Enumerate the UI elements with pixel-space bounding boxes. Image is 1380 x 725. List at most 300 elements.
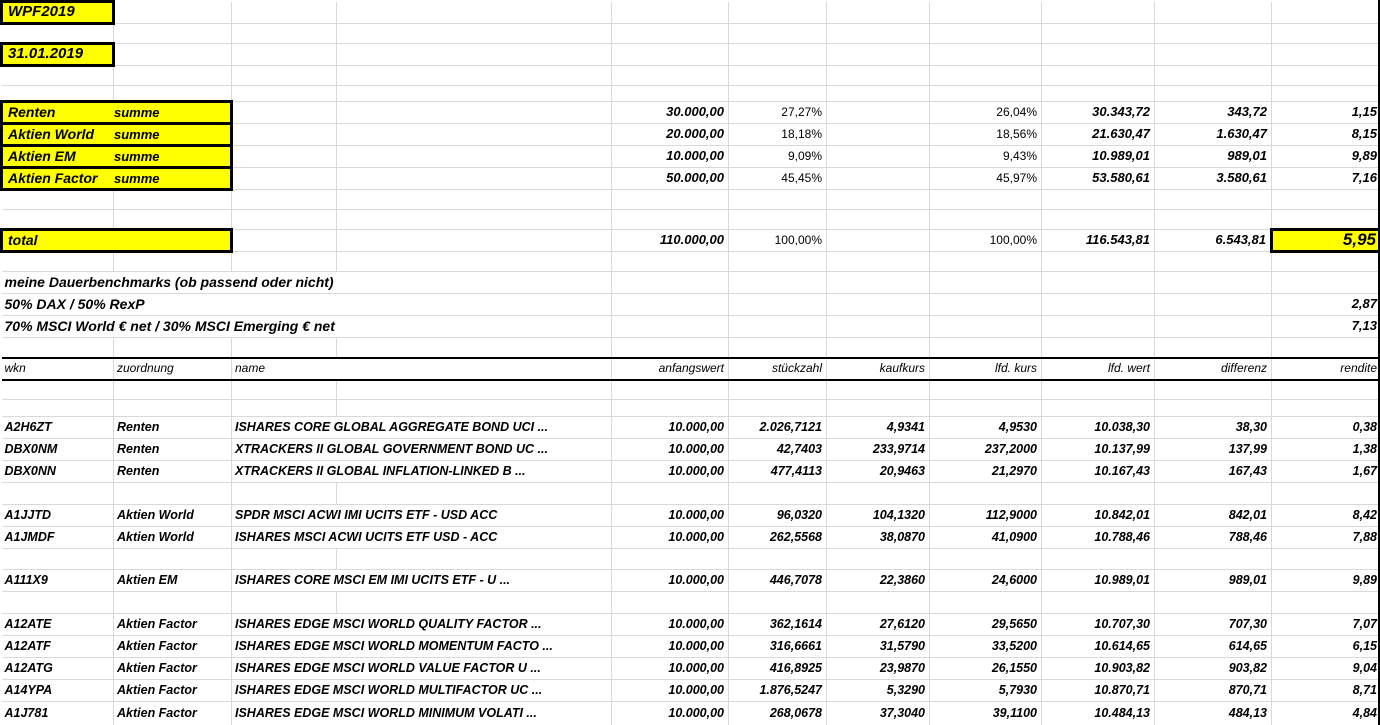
total-label-cell[interactable]: total: [2, 230, 232, 252]
holding-differenz-cell[interactable]: 614,65: [1155, 636, 1272, 658]
summary-anfangswert-cell[interactable]: 50.000,00: [612, 168, 729, 190]
holding-wkn-cell[interactable]: A12ATG: [2, 658, 114, 680]
empty-cell[interactable]: [337, 44, 612, 66]
empty-cell[interactable]: [337, 338, 612, 358]
holding-kaufkurs-cell[interactable]: 27,6120: [827, 614, 930, 636]
holding-anfangswert-cell[interactable]: 10.000,00: [612, 680, 729, 702]
holding-rendite-cell[interactable]: 1,38: [1272, 439, 1380, 461]
summary-rendite-cell[interactable]: 8,15: [1272, 124, 1380, 146]
empty-cell[interactable]: [337, 168, 612, 190]
empty-cell[interactable]: [232, 483, 337, 505]
empty-cell[interactable]: [930, 592, 1042, 614]
holding-differenz-cell[interactable]: 484,13: [1155, 702, 1272, 725]
empty-cell[interactable]: [729, 294, 827, 316]
empty-cell[interactable]: [729, 549, 827, 570]
empty-cell[interactable]: [1272, 400, 1380, 417]
summary-rendite-cell[interactable]: 1,15: [1272, 102, 1380, 124]
empty-cell[interactable]: [612, 210, 729, 230]
empty-cell[interactable]: [827, 66, 930, 86]
empty-cell[interactable]: [1042, 483, 1155, 505]
benchmarks-title-cell[interactable]: meine Dauerbenchmarks (ob passend oder nicht): [2, 272, 612, 294]
col-header-differenz[interactable]: differenz: [1155, 358, 1272, 380]
empty-cell[interactable]: [1155, 316, 1272, 338]
holding-kaufkurs-cell[interactable]: 233,9714: [827, 439, 930, 461]
holding-stueckzahl-cell[interactable]: 96,0320: [729, 505, 827, 527]
holding-lfd-kurs-cell[interactable]: 112,9000: [930, 505, 1042, 527]
col-header-anfangswert[interactable]: anfangswert: [612, 358, 729, 380]
empty-cell[interactable]: [729, 316, 827, 338]
holding-differenz-cell[interactable]: 38,30: [1155, 417, 1272, 439]
empty-cell[interactable]: [612, 86, 729, 102]
holding-name-cell[interactable]: ISHARES EDGE MSCI WORLD MOMENTUM FACTO ...: [232, 636, 612, 658]
holding-name-cell[interactable]: ISHARES MSCI ACWI UCITS ETF USD - ACC: [232, 527, 612, 549]
empty-cell[interactable]: [1155, 44, 1272, 66]
holding-name-cell[interactable]: ISHARES EDGE MSCI WORLD MINIMUM VOLATI ...: [232, 702, 612, 725]
holding-lfd-kurs-cell[interactable]: 237,2000: [930, 439, 1042, 461]
holding-zuordnung-cell[interactable]: Aktien Factor: [114, 658, 232, 680]
total-anteil-lfd-cell[interactable]: 100,00%: [930, 230, 1042, 252]
empty-cell[interactable]: [612, 190, 729, 210]
empty-cell[interactable]: [1272, 338, 1380, 358]
empty-cell[interactable]: [2, 24, 114, 44]
empty-cell[interactable]: [337, 2, 612, 24]
empty-cell[interactable]: [1042, 66, 1155, 86]
holding-wkn-cell[interactable]: A1JJTD: [2, 505, 114, 527]
holding-kaufkurs-cell[interactable]: 4,9341: [827, 417, 930, 439]
empty-cell[interactable]: [232, 549, 337, 570]
empty-cell[interactable]: [729, 272, 827, 294]
empty-cell[interactable]: [729, 86, 827, 102]
summary-anteil-anfang-cell[interactable]: 18,18%: [729, 124, 827, 146]
holding-lfd-wert-cell[interactable]: 10.788,46: [1042, 527, 1155, 549]
empty-cell[interactable]: [827, 252, 930, 272]
empty-cell[interactable]: [114, 210, 232, 230]
summary-rendite-cell[interactable]: 9,89: [1272, 146, 1380, 168]
holding-name-cell[interactable]: ISHARES EDGE MSCI WORLD MULTIFACTOR UC ...: [232, 680, 612, 702]
empty-cell[interactable]: [827, 549, 930, 570]
holding-rendite-cell[interactable]: 7,07: [1272, 614, 1380, 636]
holding-wkn-cell[interactable]: A14YPA: [2, 680, 114, 702]
empty-cell[interactable]: [1042, 380, 1155, 400]
empty-cell[interactable]: [232, 86, 337, 102]
summary-group-cell[interactable]: [2, 168, 232, 190]
summary-anteil-anfang-cell[interactable]: 45,45%: [729, 168, 827, 190]
empty-cell[interactable]: [930, 549, 1042, 570]
summary-group-cell[interactable]: [2, 102, 232, 124]
holding-lfd-wert-cell[interactable]: 10.870,71: [1042, 680, 1155, 702]
empty-cell[interactable]: [2, 190, 114, 210]
holding-wkn-cell[interactable]: DBX0NN: [2, 461, 114, 483]
empty-cell[interactable]: [827, 146, 930, 168]
empty-cell[interactable]: [612, 66, 729, 86]
summary-differenz-cell[interactable]: 989,01: [1155, 146, 1272, 168]
empty-cell[interactable]: [232, 400, 337, 417]
holding-name-cell[interactable]: ISHARES CORE MSCI EM IMI UCITS ETF - U ...: [232, 570, 612, 592]
empty-cell[interactable]: [1042, 24, 1155, 44]
holding-name-cell[interactable]: ISHARES CORE GLOBAL AGGREGATE BOND UCI ...: [232, 417, 612, 439]
empty-cell[interactable]: [729, 24, 827, 44]
holding-kaufkurs-cell[interactable]: 31,5790: [827, 636, 930, 658]
summary-anfangswert-cell[interactable]: 10.000,00: [612, 146, 729, 168]
empty-cell[interactable]: [2, 86, 114, 102]
holding-differenz-cell[interactable]: 989,01: [1155, 570, 1272, 592]
holding-differenz-cell[interactable]: 137,99: [1155, 439, 1272, 461]
holding-zuordnung-cell[interactable]: Renten: [114, 461, 232, 483]
empty-cell[interactable]: [930, 380, 1042, 400]
empty-cell[interactable]: [1042, 44, 1155, 66]
empty-cell[interactable]: [827, 190, 930, 210]
empty-cell[interactable]: [337, 86, 612, 102]
empty-cell[interactable]: [612, 294, 729, 316]
empty-cell[interactable]: [1042, 252, 1155, 272]
empty-cell[interactable]: [612, 272, 729, 294]
holding-differenz-cell[interactable]: 842,01: [1155, 505, 1272, 527]
empty-cell[interactable]: [612, 24, 729, 44]
summary-anteil-lfd-cell[interactable]: 18,56%: [930, 124, 1042, 146]
empty-cell[interactable]: [1155, 86, 1272, 102]
empty-cell[interactable]: [1042, 2, 1155, 24]
empty-cell[interactable]: [337, 124, 612, 146]
holding-zuordnung-cell[interactable]: Renten: [114, 439, 232, 461]
holding-name-cell[interactable]: SPDR MSCI ACWI IMI UCITS ETF - USD ACC: [232, 505, 612, 527]
holding-wkn-cell[interactable]: A111X9: [2, 570, 114, 592]
col-header-lfd-wert[interactable]: lfd. wert: [1042, 358, 1155, 380]
empty-cell[interactable]: [114, 86, 232, 102]
empty-cell[interactable]: [232, 146, 337, 168]
holding-stueckzahl-cell[interactable]: 446,7078: [729, 570, 827, 592]
total-differenz-cell[interactable]: 6.543,81: [1155, 230, 1272, 252]
holding-rendite-cell[interactable]: 8,42: [1272, 505, 1380, 527]
summary-lfd-wert-cell[interactable]: 30.343,72: [1042, 102, 1155, 124]
empty-cell[interactable]: [827, 592, 930, 614]
empty-cell[interactable]: [114, 2, 232, 24]
empty-cell[interactable]: [1155, 66, 1272, 86]
empty-cell[interactable]: [232, 24, 337, 44]
holding-stueckzahl-cell[interactable]: 316,6661: [729, 636, 827, 658]
empty-cell[interactable]: [827, 210, 930, 230]
empty-cell[interactable]: [1042, 86, 1155, 102]
empty-cell[interactable]: [232, 168, 337, 190]
empty-cell[interactable]: [1042, 316, 1155, 338]
empty-cell[interactable]: [729, 44, 827, 66]
empty-cell[interactable]: [114, 44, 232, 66]
holding-lfd-kurs-cell[interactable]: 4,9530: [930, 417, 1042, 439]
empty-cell[interactable]: [930, 272, 1042, 294]
holding-name-cell[interactable]: ISHARES EDGE MSCI WORLD QUALITY FACTOR ...: [232, 614, 612, 636]
holding-differenz-cell[interactable]: 167,43: [1155, 461, 1272, 483]
empty-cell[interactable]: [114, 400, 232, 417]
empty-cell[interactable]: [337, 380, 612, 400]
report-date-cell[interactable]: 31.01.2019: [2, 44, 114, 66]
empty-cell[interactable]: [2, 252, 114, 272]
empty-cell[interactable]: [930, 483, 1042, 505]
empty-cell[interactable]: [827, 483, 930, 505]
holding-stueckzahl-cell[interactable]: 2.026,7121: [729, 417, 827, 439]
empty-cell[interactable]: [1272, 2, 1380, 24]
summary-anfangswert-cell[interactable]: 20.000,00: [612, 124, 729, 146]
holding-name-cell[interactable]: XTRACKERS II GLOBAL GOVERNMENT BOND UC ...: [232, 439, 612, 461]
empty-cell[interactable]: [1272, 592, 1380, 614]
empty-cell[interactable]: [827, 400, 930, 417]
empty-cell[interactable]: [612, 44, 729, 66]
holding-lfd-wert-cell[interactable]: 10.484,13: [1042, 702, 1155, 725]
empty-cell[interactable]: [827, 168, 930, 190]
holding-rendite-cell[interactable]: 7,88: [1272, 527, 1380, 549]
holding-differenz-cell[interactable]: 903,82: [1155, 658, 1272, 680]
empty-cell[interactable]: [930, 294, 1042, 316]
empty-cell[interactable]: [232, 380, 337, 400]
holding-rendite-cell[interactable]: 0,38: [1272, 417, 1380, 439]
holding-rendite-cell[interactable]: 9,04: [1272, 658, 1380, 680]
empty-cell[interactable]: [930, 190, 1042, 210]
empty-cell[interactable]: [1272, 66, 1380, 86]
empty-cell[interactable]: [1155, 272, 1272, 294]
empty-cell[interactable]: [827, 2, 930, 24]
empty-cell[interactable]: [337, 400, 612, 417]
empty-cell[interactable]: [232, 44, 337, 66]
holding-lfd-kurs-cell[interactable]: 5,7930: [930, 680, 1042, 702]
empty-cell[interactable]: [1272, 86, 1380, 102]
empty-cell[interactable]: [1272, 24, 1380, 44]
empty-cell[interactable]: [930, 400, 1042, 417]
empty-cell[interactable]: [2, 338, 114, 358]
empty-cell[interactable]: [1155, 252, 1272, 272]
empty-cell[interactable]: [337, 210, 612, 230]
empty-cell[interactable]: [827, 24, 930, 44]
empty-cell[interactable]: [337, 24, 612, 44]
holding-stueckzahl-cell[interactable]: 416,8925: [729, 658, 827, 680]
holding-anfangswert-cell[interactable]: 10.000,00: [612, 439, 729, 461]
total-lfd-wert-cell[interactable]: 116.543,81: [1042, 230, 1155, 252]
empty-cell[interactable]: [1155, 24, 1272, 44]
empty-cell[interactable]: [612, 2, 729, 24]
empty-cell[interactable]: [1155, 380, 1272, 400]
empty-cell[interactable]: [337, 146, 612, 168]
empty-cell[interactable]: [1155, 2, 1272, 24]
empty-cell[interactable]: [930, 210, 1042, 230]
col-header-wkn[interactable]: wkn: [2, 358, 114, 380]
empty-cell[interactable]: [827, 230, 930, 252]
empty-cell[interactable]: [232, 338, 337, 358]
benchmark-rendite-cell[interactable]: 7,13: [1272, 316, 1380, 338]
holding-lfd-kurs-cell[interactable]: 29,5650: [930, 614, 1042, 636]
holding-anfangswert-cell[interactable]: 10.000,00: [612, 417, 729, 439]
empty-cell[interactable]: [1155, 294, 1272, 316]
empty-cell[interactable]: [612, 549, 729, 570]
total-rendite-cell[interactable]: 5,95: [1272, 230, 1380, 252]
holding-stueckzahl-cell[interactable]: 362,1614: [729, 614, 827, 636]
empty-cell[interactable]: [232, 124, 337, 146]
empty-cell[interactable]: [1155, 592, 1272, 614]
empty-cell[interactable]: [337, 549, 612, 570]
empty-cell[interactable]: [930, 66, 1042, 86]
empty-cell[interactable]: [930, 316, 1042, 338]
holding-zuordnung-cell[interactable]: Aktien World: [114, 527, 232, 549]
holding-zuordnung-cell[interactable]: Aktien EM: [114, 570, 232, 592]
empty-cell[interactable]: [612, 338, 729, 358]
empty-cell[interactable]: [1155, 400, 1272, 417]
empty-cell[interactable]: [2, 400, 114, 417]
total-anfangswert-cell[interactable]: 110.000,00: [612, 230, 729, 252]
empty-cell[interactable]: [1272, 272, 1380, 294]
holding-kaufkurs-cell[interactable]: 37,3040: [827, 702, 930, 725]
summary-anteil-lfd-cell[interactable]: 9,43%: [930, 146, 1042, 168]
holding-anfangswert-cell[interactable]: 10.000,00: [612, 527, 729, 549]
holding-anfangswert-cell[interactable]: 10.000,00: [612, 461, 729, 483]
empty-cell[interactable]: [1155, 549, 1272, 570]
holding-kaufkurs-cell[interactable]: 5,3290: [827, 680, 930, 702]
empty-cell[interactable]: [232, 210, 337, 230]
empty-cell[interactable]: [1042, 592, 1155, 614]
empty-cell[interactable]: [114, 24, 232, 44]
empty-cell[interactable]: [827, 272, 930, 294]
holding-zuordnung-cell[interactable]: Aktien Factor: [114, 614, 232, 636]
holding-differenz-cell[interactable]: 788,46: [1155, 527, 1272, 549]
empty-cell[interactable]: [612, 380, 729, 400]
holding-differenz-cell[interactable]: 870,71: [1155, 680, 1272, 702]
empty-cell[interactable]: [2, 66, 114, 86]
empty-cell[interactable]: [114, 252, 232, 272]
empty-cell[interactable]: [729, 380, 827, 400]
summary-anteil-anfang-cell[interactable]: 27,27%: [729, 102, 827, 124]
empty-cell[interactable]: [114, 66, 232, 86]
col-header-lfd-kurs[interactable]: lfd. kurs: [930, 358, 1042, 380]
summary-anteil-lfd-cell[interactable]: 26,04%: [930, 102, 1042, 124]
empty-cell[interactable]: [930, 86, 1042, 102]
summary-differenz-cell[interactable]: 1.630,47: [1155, 124, 1272, 146]
benchmark-label-cell[interactable]: 50% DAX / 50% RexP: [2, 294, 612, 316]
holding-lfd-wert-cell[interactable]: 10.167,43: [1042, 461, 1155, 483]
holding-anfangswert-cell[interactable]: 10.000,00: [612, 702, 729, 725]
holding-lfd-wert-cell[interactable]: 10.707,30: [1042, 614, 1155, 636]
col-header-name[interactable]: name: [232, 358, 612, 380]
empty-cell[interactable]: [2, 210, 114, 230]
benchmark-rendite-cell[interactable]: 2,87: [1272, 294, 1380, 316]
summary-lfd-wert-cell[interactable]: 21.630,47: [1042, 124, 1155, 146]
holding-wkn-cell[interactable]: A2H6ZT: [2, 417, 114, 439]
empty-cell[interactable]: [1272, 190, 1380, 210]
holding-zuordnung-cell[interactable]: Aktien Factor: [114, 636, 232, 658]
holding-lfd-wert-cell[interactable]: 10.989,01: [1042, 570, 1155, 592]
empty-cell[interactable]: [1155, 190, 1272, 210]
holding-name-cell[interactable]: ISHARES EDGE MSCI WORLD VALUE FACTOR U ...: [232, 658, 612, 680]
holding-lfd-kurs-cell[interactable]: 33,5200: [930, 636, 1042, 658]
holding-zuordnung-cell[interactable]: Aktien Factor: [114, 702, 232, 725]
empty-cell[interactable]: [1272, 549, 1380, 570]
empty-cell[interactable]: [337, 102, 612, 124]
empty-cell[interactable]: [232, 190, 337, 210]
holding-stueckzahl-cell[interactable]: 42,7403: [729, 439, 827, 461]
holding-zuordnung-cell[interactable]: Aktien World: [114, 505, 232, 527]
holding-zuordnung-cell[interactable]: Renten: [114, 417, 232, 439]
holding-lfd-kurs-cell[interactable]: 39,1100: [930, 702, 1042, 725]
workbook-name-cell[interactable]: WPF2019: [2, 2, 114, 24]
empty-cell[interactable]: [729, 338, 827, 358]
empty-cell[interactable]: [337, 252, 612, 272]
empty-cell[interactable]: [930, 2, 1042, 24]
empty-cell[interactable]: [337, 483, 612, 505]
empty-cell[interactable]: [729, 66, 827, 86]
empty-cell[interactable]: [1042, 549, 1155, 570]
holding-lfd-wert-cell[interactable]: 10.842,01: [1042, 505, 1155, 527]
empty-cell[interactable]: [729, 400, 827, 417]
empty-cell[interactable]: [612, 400, 729, 417]
col-header-rendite[interactable]: rendite: [1272, 358, 1380, 380]
holding-stueckzahl-cell[interactable]: 268,0678: [729, 702, 827, 725]
holding-kaufkurs-cell[interactable]: 104,1320: [827, 505, 930, 527]
holding-zuordnung-cell[interactable]: Aktien Factor: [114, 680, 232, 702]
empty-cell[interactable]: [337, 66, 612, 86]
empty-cell[interactable]: [729, 252, 827, 272]
total-anteil-anfang-cell[interactable]: 100,00%: [729, 230, 827, 252]
empty-cell[interactable]: [1272, 210, 1380, 230]
empty-cell[interactable]: [1042, 400, 1155, 417]
empty-cell[interactable]: [1042, 190, 1155, 210]
empty-cell[interactable]: [729, 190, 827, 210]
holding-anfangswert-cell[interactable]: 10.000,00: [612, 658, 729, 680]
empty-cell[interactable]: [1155, 338, 1272, 358]
holding-kaufkurs-cell[interactable]: 38,0870: [827, 527, 930, 549]
empty-cell[interactable]: [2, 592, 114, 614]
holding-lfd-kurs-cell[interactable]: 26,1550: [930, 658, 1042, 680]
empty-cell[interactable]: [1155, 483, 1272, 505]
holding-wkn-cell[interactable]: A1JMDF: [2, 527, 114, 549]
summary-differenz-cell[interactable]: 3.580,61: [1155, 168, 1272, 190]
empty-cell[interactable]: [827, 102, 930, 124]
empty-cell[interactable]: [114, 549, 232, 570]
empty-cell[interactable]: [930, 252, 1042, 272]
holding-wkn-cell[interactable]: A12ATE: [2, 614, 114, 636]
empty-cell[interactable]: [1042, 272, 1155, 294]
holding-wkn-cell[interactable]: A12ATF: [2, 636, 114, 658]
empty-cell[interactable]: [1155, 210, 1272, 230]
empty-cell[interactable]: [337, 592, 612, 614]
empty-cell[interactable]: [337, 230, 612, 252]
empty-cell[interactable]: [612, 252, 729, 272]
holding-stueckzahl-cell[interactable]: 477,4113: [729, 461, 827, 483]
empty-cell[interactable]: [612, 483, 729, 505]
empty-cell[interactable]: [1272, 44, 1380, 66]
summary-rendite-cell[interactable]: 7,16: [1272, 168, 1380, 190]
holding-anfangswert-cell[interactable]: 10.000,00: [612, 570, 729, 592]
empty-cell[interactable]: [114, 483, 232, 505]
empty-cell[interactable]: [1272, 483, 1380, 505]
empty-cell[interactable]: [612, 316, 729, 338]
empty-cell[interactable]: [827, 380, 930, 400]
holding-rendite-cell[interactable]: 6,15: [1272, 636, 1380, 658]
empty-cell[interactable]: [1042, 338, 1155, 358]
empty-cell[interactable]: [827, 86, 930, 102]
holding-lfd-wert-cell[interactable]: 10.614,65: [1042, 636, 1155, 658]
holding-anfangswert-cell[interactable]: 10.000,00: [612, 614, 729, 636]
holding-lfd-wert-cell[interactable]: 10.137,99: [1042, 439, 1155, 461]
empty-cell[interactable]: [232, 66, 337, 86]
col-header-stueckzahl[interactable]: stückzahl: [729, 358, 827, 380]
col-header-kaufkurs[interactable]: kaufkurs: [827, 358, 930, 380]
empty-cell[interactable]: [729, 210, 827, 230]
holding-lfd-wert-cell[interactable]: 10.038,30: [1042, 417, 1155, 439]
empty-cell[interactable]: [930, 24, 1042, 44]
holding-anfangswert-cell[interactable]: 10.000,00: [612, 636, 729, 658]
summary-group-cell[interactable]: [2, 124, 232, 146]
empty-cell[interactable]: [114, 592, 232, 614]
empty-cell[interactable]: [232, 230, 337, 252]
empty-cell[interactable]: [930, 338, 1042, 358]
empty-cell[interactable]: [2, 380, 114, 400]
holding-wkn-cell[interactable]: DBX0NM: [2, 439, 114, 461]
empty-cell[interactable]: [232, 252, 337, 272]
empty-cell[interactable]: [114, 338, 232, 358]
